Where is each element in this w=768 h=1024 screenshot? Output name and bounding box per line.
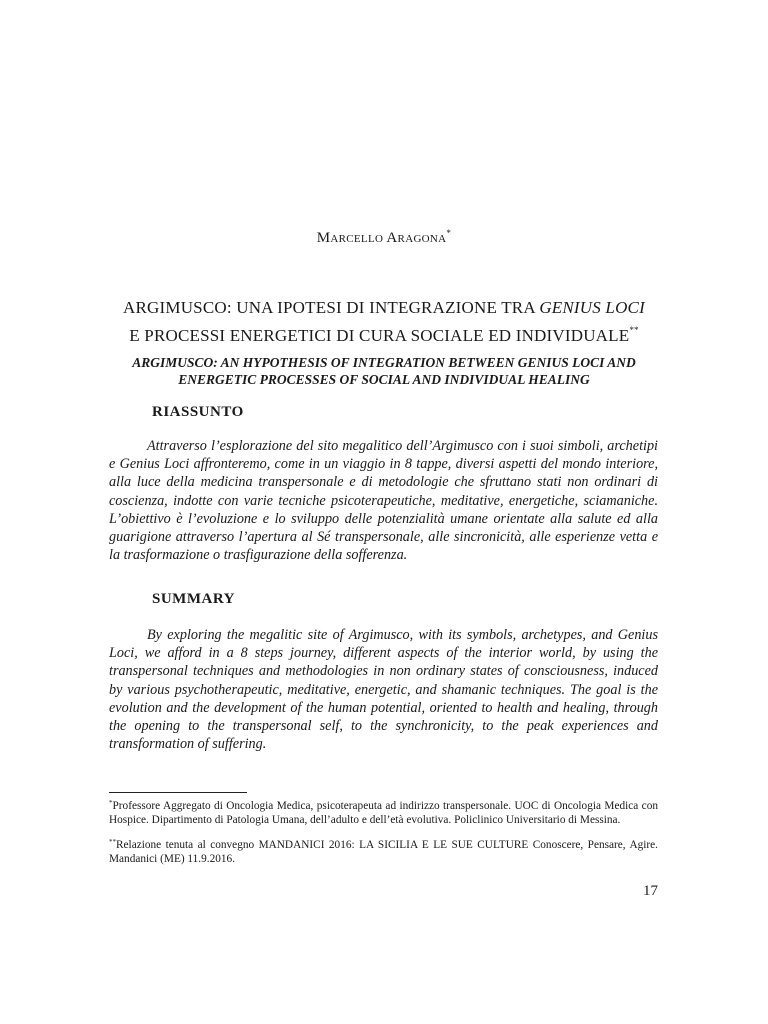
riassunto-text: Attraverso l’esplorazione del sito megalitico dell’Argimusco con i suoi simboli, archetipi e Genius Loci affronteremo, come in un viaggio in 8 tappe, diversi aspetti del mondo interiore, alla luce della medicina transpersonale e di metodologie che sfruttano stati non ordinari di coscienza, indotte con varie tecniche psicoterapeutiche, meditative, energetiche, sciamaniche. L’obiettivo è l’evoluzione e lo sviluppo delle potenzialità umane orientate alla salute ed alla guarigione attraverso l’apertura al Sé transpersonale, alle sincronicità, alle esperienze vetta e la trasformazione o trasfigurazione della sofferenza. [109, 438, 658, 564]
title-line-1-text: ARGIMUSCO: UNA IPOTESI DI INTEGRAZIONE TRA [123, 298, 540, 317]
article-title [80, 297, 688, 347]
footnote-1-marker: * [109, 799, 113, 807]
footnote-2-marker: ** [109, 838, 116, 846]
riassunto-heading: RIASSUNTO [152, 404, 244, 420]
footnote-2-text: Relazione tenuta al convegno MANDANICI 2016: LA SICILIA E LE SUE CULTURE Conoscere, Pensare, Agire. Mandanici (ME) 11.9.2016. [109, 839, 658, 865]
author-line [0, 228, 768, 247]
footnote-1-text: Professore Aggregato di Oncologia Medica, psicoterapeuta ad indirizzo transpersonale. UOC di Oncologia Medica con Hospice. Dipartimento di Patologia Umana, dell’adulto e dell’età evolutiva. Policlinico Universitario di Messina. [109, 800, 658, 826]
title-line-2-text: E PROCESSI ENERGETICI DI CURA SOCIALE ED INDIVIDUALE [129, 326, 630, 345]
title-line-1 [80, 297, 688, 319]
footnote-divider [109, 792, 247, 793]
author-name: Marcello Aragona [316, 230, 447, 246]
title-line-2 [80, 319, 688, 347]
footnote-2 [109, 836, 658, 866]
summary-text: By exploring the megalitic site of Argimusco, with its symbols, archetypes, and Genius Loci, we afford in a 8 steps journey, different aspects of the interior world, by using the transpersonal techniques and methodologies in non ordinary states of consciousness, induced by various psychotherapeutic, meditative, energetic, and shamanic techniques. The goal is the evolution and the development of the human potential, oriented to health and healing, through the opening to the transpersonal self, to the synchronicity, to the peak experiences and transformation of suffering. [109, 627, 658, 753]
title-line-1-italic: GENIUS LOCI [539, 298, 645, 317]
author-footnote-marker: * [446, 228, 452, 238]
english-title: ARGIMUSCO: AN HYPOTHESIS OF INTEGRATION BETWEEN GENIUS LOCI AND ENERGETIC PROCESSES OF SOCIAL AND INDIVIDUAL HEALING [132, 355, 636, 387]
summary-heading: SUMMARY [152, 591, 235, 607]
footnote-1 [109, 797, 658, 827]
page-number: 17 [643, 883, 658, 899]
title-footnote-marker: ** [629, 325, 639, 335]
